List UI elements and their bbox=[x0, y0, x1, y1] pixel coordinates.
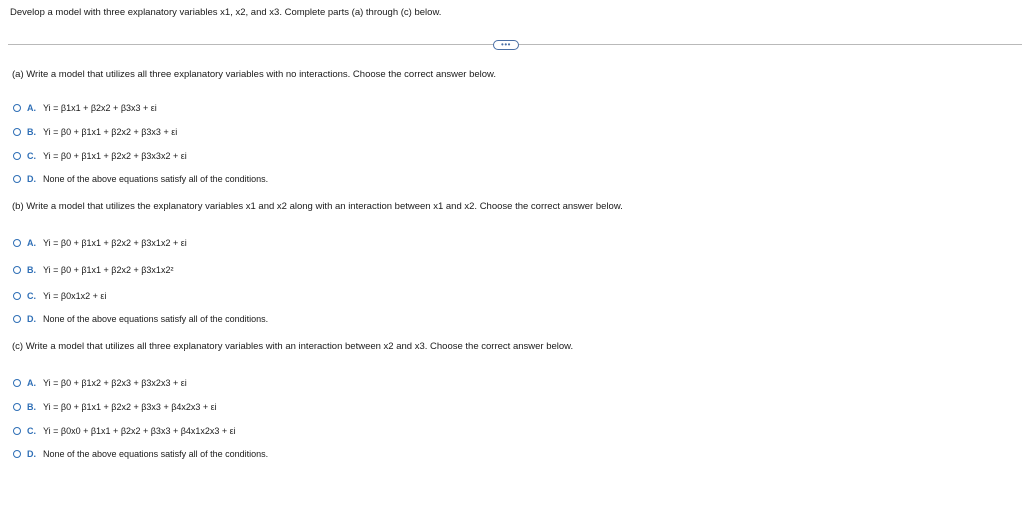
option-text: None of the above equations satisfy all of the conditions. bbox=[43, 314, 269, 324]
option-letter: D. bbox=[27, 314, 36, 324]
ellipsis-icon: ••• bbox=[501, 40, 511, 49]
radio-button[interactable] bbox=[13, 239, 21, 247]
option-letter: C. bbox=[27, 151, 36, 161]
part-a-option-d[interactable] bbox=[13, 173, 268, 185]
option-equation: Yi = β0x1x2 + εi bbox=[43, 291, 107, 301]
radio-button[interactable] bbox=[13, 292, 21, 300]
option-text: None of the above equations satisfy all of the conditions. bbox=[43, 174, 269, 184]
radio-button[interactable] bbox=[13, 128, 21, 136]
part-c-option-d[interactable] bbox=[13, 448, 268, 460]
part-b-option-c[interactable] bbox=[13, 290, 106, 302]
option-letter: B. bbox=[27, 127, 36, 137]
option-letter: C. bbox=[27, 291, 36, 301]
radio-button[interactable] bbox=[13, 379, 21, 387]
radio-button[interactable] bbox=[13, 104, 21, 112]
problem-intro: Develop a model with three explanatory variables x1, x2, and x3. Complete parts (a) through (c) below. bbox=[10, 7, 442, 18]
option-letter: A. bbox=[27, 378, 36, 388]
part-c-option-b[interactable] bbox=[13, 401, 217, 413]
option-equation: Yi = β0 + β1x1 + β2x2 + β3x1x2 + εi bbox=[43, 238, 187, 248]
radio-button[interactable] bbox=[13, 450, 21, 458]
option-letter: D. bbox=[27, 449, 36, 459]
part-a-question: (a) Write a model that utilizes all three explanatory variables with no interactions. Choose the correct answer below. bbox=[12, 69, 497, 80]
part-b-option-a[interactable] bbox=[13, 237, 187, 249]
option-equation: Yi = β1x1 + β2x2 + β3x3 + εi bbox=[43, 103, 157, 113]
option-equation: Yi = β0 + β1x1 + β2x2 + β3x3 + εi bbox=[43, 127, 178, 137]
option-text: None of the above equations satisfy all of the conditions. bbox=[43, 449, 269, 459]
option-letter: D. bbox=[27, 174, 36, 184]
option-equation: Yi = β0x0 + β1x1 + β2x2 + β3x3 + β4x1x2x3 + εi bbox=[43, 426, 236, 436]
option-letter: C. bbox=[27, 426, 36, 436]
part-a-option-a[interactable] bbox=[13, 102, 157, 114]
part-c-question: (c) Write a model that utilizes all three explanatory variables with an interaction between x2 and x3. Choose the correct answer below. bbox=[12, 341, 574, 352]
radio-button[interactable] bbox=[13, 152, 21, 160]
part-c-option-c[interactable] bbox=[13, 425, 236, 437]
radio-button[interactable] bbox=[13, 266, 21, 274]
radio-button[interactable] bbox=[13, 175, 21, 183]
part-b-question: (b) Write a model that utilizes the explanatory variables x1 and x2 along with an interaction between x1 and x2. Choose the correct answer below. bbox=[12, 201, 623, 212]
expand-more-button[interactable] bbox=[493, 40, 519, 50]
option-equation: Yi = β0 + β1x1 + β2x2 + β3x3x2 + εi bbox=[43, 151, 187, 161]
option-equation: Yi = β0 + β1x1 + β2x2 + β3x1x2² bbox=[43, 265, 174, 275]
option-letter: B. bbox=[27, 265, 36, 275]
radio-button[interactable] bbox=[13, 427, 21, 435]
part-c-option-a[interactable] bbox=[13, 377, 187, 389]
part-b-option-b[interactable] bbox=[13, 264, 173, 276]
radio-button[interactable] bbox=[13, 315, 21, 323]
option-letter: A. bbox=[27, 103, 36, 113]
part-b-option-d[interactable] bbox=[13, 313, 268, 325]
option-equation: Yi = β0 + β1x1 + β2x2 + β3x3 + β4x2x3 + εi bbox=[43, 402, 217, 412]
radio-button[interactable] bbox=[13, 403, 21, 411]
part-a-option-b[interactable] bbox=[13, 126, 177, 138]
option-letter: B. bbox=[27, 402, 36, 412]
part-a-option-c[interactable] bbox=[13, 150, 187, 162]
option-equation: Yi = β0 + β1x2 + β2x3 + β3x2x3 + εi bbox=[43, 378, 187, 388]
option-letter: A. bbox=[27, 238, 36, 248]
